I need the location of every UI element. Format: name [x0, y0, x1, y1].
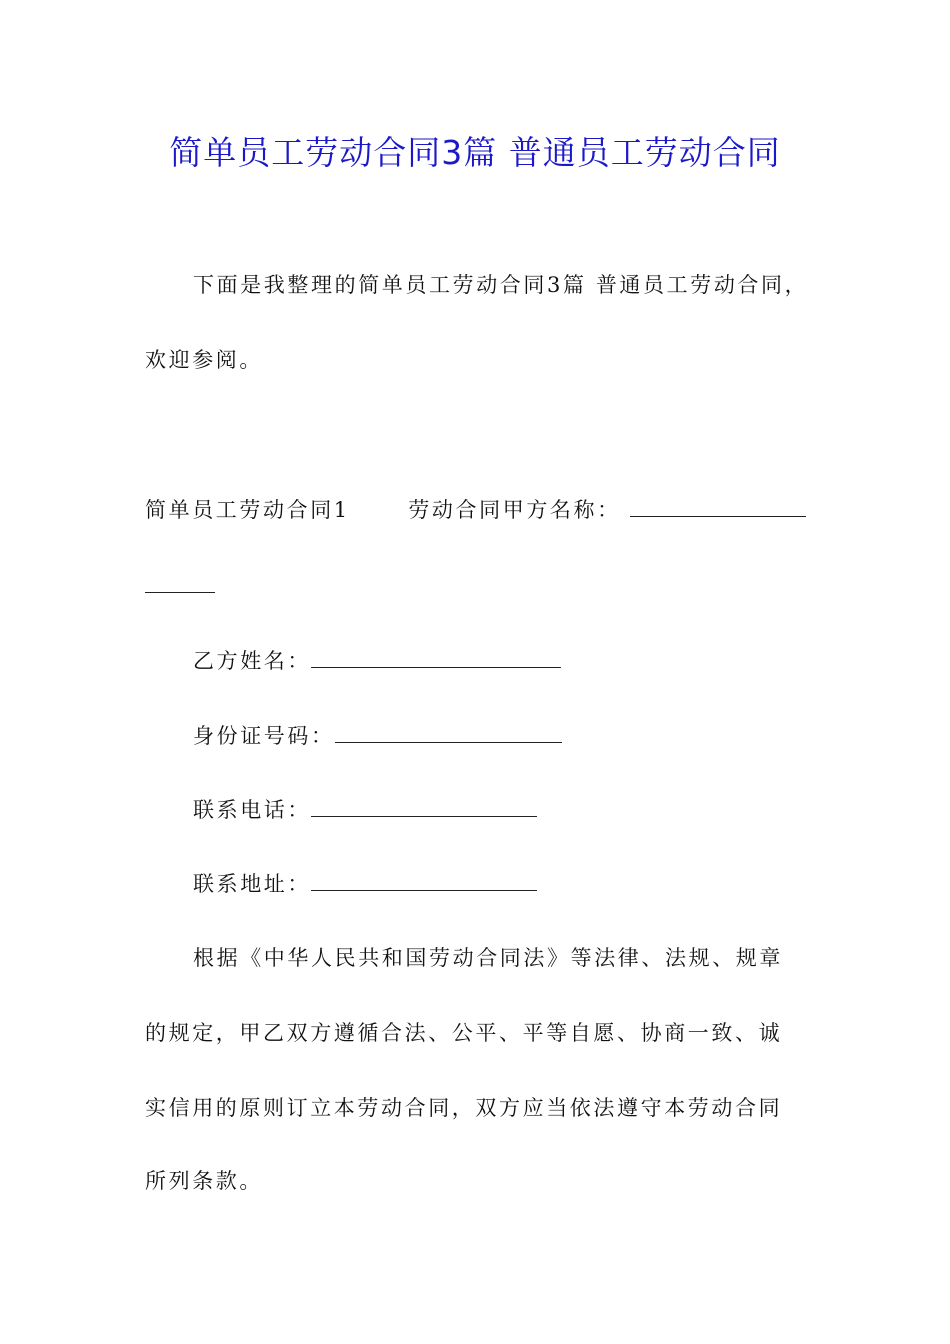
- id-number-label: 身份证号码：: [193, 724, 335, 748]
- phone-blank: [311, 794, 537, 817]
- party-a-name-blank-continued-row: [145, 570, 215, 601]
- id-number-blank: [335, 720, 562, 743]
- address-blank: [311, 868, 537, 891]
- intro-line-1: 下面是我整理的简单员工劳动合同3篇 普通员工劳动合同，: [193, 273, 809, 297]
- address-row: [193, 868, 537, 899]
- party-b-name-label: 乙方姓名：: [193, 649, 311, 673]
- body-line-4: 所列条款。: [145, 1169, 263, 1193]
- party-b-name-row: [193, 645, 561, 676]
- document-title: 简单员工劳动合同3篇 普通员工劳动合同: [169, 133, 781, 172]
- party-b-name-blank: [311, 645, 561, 668]
- section-1-heading-row: [145, 494, 806, 525]
- party-a-name-blank: [630, 494, 806, 517]
- section-1-heading: 简单员工劳动合同1: [145, 498, 350, 522]
- id-number-row: [193, 720, 562, 751]
- body-line-3: 实信用的原则订立本劳动合同，双方应当依法遵守本劳动合同: [145, 1096, 783, 1120]
- address-label: 联系地址：: [193, 872, 311, 896]
- phone-label: 联系电话：: [193, 798, 311, 822]
- body-line-1: 根据《中华人民共和国劳动合同法》等法律、法规、规章: [193, 946, 783, 970]
- party-a-label: 劳动合同甲方名称：: [408, 498, 621, 522]
- party-a-name-blank-continued: [145, 570, 215, 593]
- intro-line-2: 欢迎参阅。: [145, 348, 263, 372]
- body-line-2: 的规定，甲乙双方遵循合法、公平、平等自愿、协商一致、诚: [145, 1021, 783, 1045]
- phone-row: [193, 794, 537, 825]
